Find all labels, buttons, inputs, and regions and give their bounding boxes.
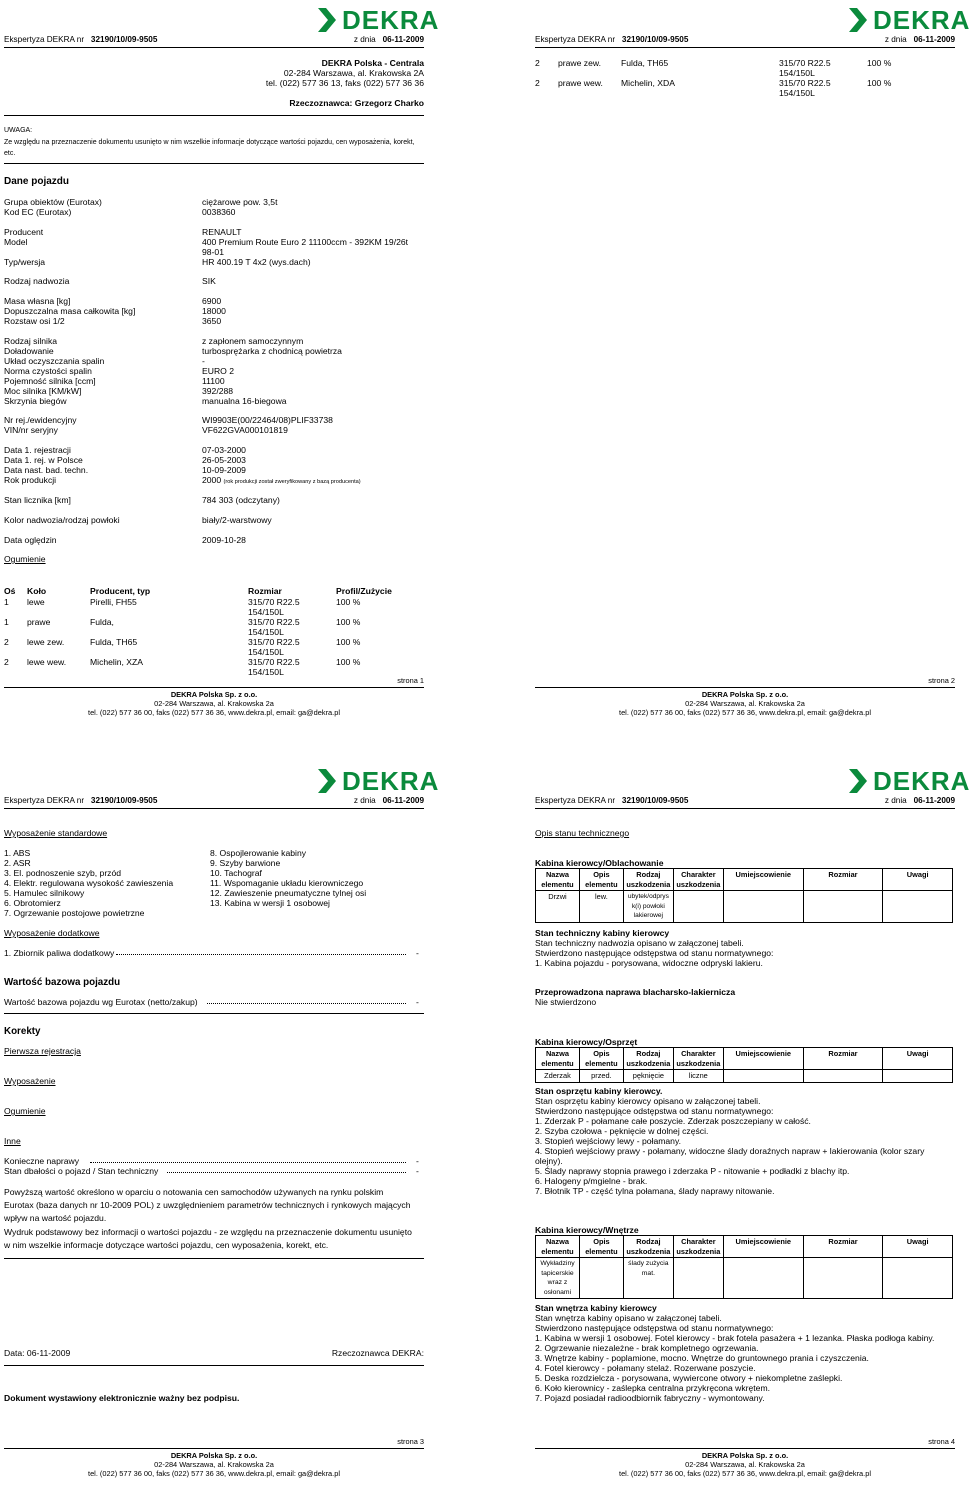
correction-tyres: Ogumienie	[4, 1106, 46, 1116]
document-date: Data: 06-11-2009	[4, 1348, 71, 1358]
expertise-number: 32190/10/09-9505	[621, 35, 689, 44]
extra-equipment-title: Wyposażenie dodatkowe	[4, 928, 100, 938]
date-prefix: z dnia	[884, 35, 907, 44]
table-row: Zderzak przed. pęknięcie liczne	[536, 1070, 953, 1083]
dot-leader	[167, 1166, 406, 1173]
expertise-number: 32190/10/09-9505	[621, 796, 689, 805]
notice-title: UWAGA:	[4, 127, 33, 134]
electronic-note: Dokument wystawiony elektronicznie ważny bez podpisu.	[4, 1393, 240, 1403]
expertise-date: 06-11-2009	[382, 796, 424, 805]
date-prefix: z dnia	[884, 796, 907, 805]
expertise-date: 06-11-2009	[382, 35, 424, 44]
tyre-row: 2 prawe wew. Michelin, XDA 315/70 R22.5 154/150L 100 %	[535, 78, 892, 98]
expertise-date: 06-11-2009	[913, 796, 955, 805]
company-address: 02-284 Warszawa, al. Krakowska 2A	[283, 68, 424, 78]
list-item: 6. Obrotomierz	[4, 898, 61, 908]
date-prefix: z dnia	[353, 35, 376, 44]
base-value-value: -	[416, 997, 419, 1007]
page-number: strona 1	[397, 676, 424, 685]
field-row: Data 1. rej. w Polsce 26-05-2003	[4, 455, 246, 465]
list-item: 4. Elektr. regulowana wysokość zawieszenia	[4, 878, 174, 888]
page-1	[4, 2, 440, 741]
dekra-logo: DEKRA	[316, 767, 439, 795]
field-row: Układ oczyszczania spalin -	[4, 356, 205, 366]
tyre-row: 2 lewe wew. Michelin, XZA 315/70 R22.5 154/150L 100 %	[4, 657, 361, 677]
field-row: VIN/nr seryjny VF622GVA000101819	[4, 425, 288, 435]
field-row: Doładowanie turbosprężarka z chodnicą powietrza	[4, 346, 342, 356]
tyre-row: 2 prawe zew. Fulda, TH65 315/70 R22.5 154/150L 100 %	[535, 58, 892, 78]
tyre-row: 1 lewe Pirelli, FH55 315/70 R22.5 154/150L 100 %	[4, 597, 361, 617]
cab-condition-title: Stan techniczny kabiny kierowcy	[535, 928, 670, 938]
expertise-prefix: Ekspertyza DEKRA nr	[4, 796, 85, 805]
year-note: (rok produkcji został zweryfikowany z bazą producenta)	[223, 479, 361, 485]
equipment-title: Wyposażenie standardowe	[4, 828, 108, 838]
appraiser-name: Rzeczoznawca: Grzegorz Charko	[289, 98, 424, 108]
field-row: Data 1. rejestracji 07-03-2000	[4, 445, 246, 455]
expertise-prefix: Ekspertyza DEKRA nr	[535, 35, 616, 44]
expertise-prefix: Ekspertyza DEKRA nr	[4, 35, 85, 44]
extra-item-value: -	[416, 948, 419, 958]
table-row: Drzwi lew. ubytek/odprys k(i) powłoki lakierowej	[536, 891, 953, 923]
interior-condition-text: Stan wnętrza kabiny opisano w załączonej tabeli. Stwierdzono następujące odstępstwa od stanu normatywnego: 1. Kabina w wersji 1 osobowej. Fotel kierowcy - brak fotela pasażera + 1 lezanka. Płaska podłoga kabiny. 2. Ogrzewanie niezależne - brak kompletnego ogrzewania. 3. Wnętrze kabiny - poplamione, mocno. Wnętrze do gruntownego prania i czyszczenia. 4. Fotel kierowcy - połamany stelaż. Rozerwane poszycie. 5. Deska rozdzielcza - porysowana, wywiercone otwory + niekompletne zaślepki. 6. Koło kierownicy - zaślepka centralna przykręcona wkrętem. 7. Pojazd posiadał radioodbiornik fabryczny - wymontowany.	[535, 1313, 935, 1403]
page-number: strona 2	[928, 676, 955, 685]
page-3	[4, 763, 440, 1502]
field-row: Data nast. bad. techn. 10-09-2009	[4, 465, 246, 475]
field-row: Kod EC (Eurotax) 0038360	[4, 207, 236, 217]
field-row: Rodzaj silnika z zapłonem samoczynnym	[4, 336, 304, 346]
field-row: Kolor nadwozia/rodzaj powłoki biały/2-warstwowy	[4, 515, 272, 525]
field-row: Grupa obiektów (Eurotax) ciężarowe pow. 3,5t	[4, 197, 278, 207]
dot-leader	[207, 997, 406, 1004]
list-item: 8. Ospojlerowanie kabiny	[210, 848, 307, 858]
list-item: 1. ABS	[4, 848, 31, 858]
table-title-cab-interior: Kabina kierowcy/Wnętrze	[535, 1225, 639, 1235]
field-row: 98-01	[202, 247, 224, 257]
page-number: strona 3	[397, 1437, 424, 1446]
tyre-row: 1 prawe Fulda, 315/70 R22.5 154/150L 100 %	[4, 617, 361, 637]
dekra-emblem-icon	[847, 6, 871, 34]
correction-other: Inne	[4, 1136, 21, 1146]
field-row: Typ/wersja HR 400.19 T 4x2 (wys.dach)	[4, 257, 311, 267]
page-number: strona 4	[928, 1437, 955, 1446]
dekra-emblem-icon	[316, 6, 340, 34]
field-row: Stan licznika [km] 784 303 (odczytany)	[4, 495, 280, 505]
condition-title: Opis stanu technicznego	[535, 828, 630, 838]
company-name: DEKRA Polska - Centrala	[321, 58, 424, 68]
base-value-label: Wartość bazowa pojazdu wg Eurotax (netto/zakup)	[4, 997, 198, 1007]
interior-condition-title: Stan wnętrza kabiny kierowcy	[535, 1303, 657, 1313]
corrections-title: Korekty	[4, 1026, 41, 1037]
notice-text-1: Ze względu na przeznaczenie dokumentu usunięto w nim wszelkie informacje dotyczące wartości pojazdu, cen wyposażenia, korekt,	[4, 139, 415, 146]
dekra-logo: DEKRA	[847, 767, 970, 795]
dot-leader	[116, 948, 406, 955]
expertise-date: 06-11-2009	[913, 35, 955, 44]
footer: DEKRA Polska Sp. z o.o. 02-284 Warszawa, al. Krakowska 2a tel. (022) 577 36 00, faks (022) 577 36 36, www.dekra.pl, email: ga@dekra.pl	[88, 1451, 340, 1478]
footer: DEKRA Polska Sp. z o.o. 02-284 Warszawa, al. Krakowska 2a tel. (022) 577 36 00, faks (022) 577 36 36, www.dekra.pl, email: ga@dekra.pl	[619, 690, 871, 717]
extra-item-label: 1. Zbiornik paliwa dodatkowy	[4, 948, 115, 958]
damage-table-cab-body: Nazwa elementu Opis elementu Rodzaj uszkodzenia Charakter uszkodzenia Umiejscowienie Rozmiar Uwagi Drzwi lew. ubytek/odprys k(i) powłoki lakierowej	[535, 868, 953, 923]
damage-table-cab-interior: Nazwa elementu Opis elementu Rodzaj uszkodzenia Charakter uszkodzenia Umiejscowienie Rozmiar Uwagi Wykładziny tapicerskie wraz z osłonami ślady zużycia mat.	[535, 1235, 953, 1299]
page-2	[535, 2, 970, 741]
tyres-title: Ogumienie	[4, 554, 46, 564]
fittings-condition-text: Stan osprzętu kabiny kierowcy opisano w załączonej tabeli. Stwierdzono następujące odstępstwa od stanu normatywnego: 1. Zderzak P - połamane całe poszycie. Zderzak poszczepiany w całość. 2. Szyba czołowa - pęknięcie w dolnej części. 3. Stopień wejściowy lewy - połamany. 4. Stopień wejściowy prawy - połamany, widoczne ślady doraźnych napraw + lakierowania (kolor szary olejny). 5. Ślady naprawy stopnia prawego i zderzaka P - nitowanie + podładki z blachy itp. 6. Halogeny p/mgielne - brak. 7. Błotnik TP - część tylna połamana, ślady naprawy nitowanie.	[535, 1096, 925, 1196]
section-title-vehicle: Dane pojazdu	[4, 176, 70, 187]
correction-repairs-label: Konieczne naprawy	[4, 1156, 80, 1166]
dekra-emblem-icon	[847, 767, 871, 795]
correction-first-registration: Pierwsza rejestracja	[4, 1046, 81, 1056]
list-item: 5. Hamulec silnikowy	[4, 888, 85, 898]
expertise-prefix: Ekspertyza DEKRA nr	[535, 796, 616, 805]
correction-condition-label: Stan dbałości o pojazd / Stan techniczny	[4, 1166, 159, 1176]
repair-text: Nie stwierdzono	[535, 997, 597, 1007]
field-row: Dopuszczalna masa całkowita [kg] 18000	[4, 306, 226, 316]
field-row: Rok produkcji 2000 (rok produkcji został zweryfikowany z bazą producenta)	[4, 475, 361, 485]
list-item: 3. El. podnoszenie szyb, przód	[4, 868, 122, 878]
notice-text-2: etc.	[4, 150, 16, 157]
list-item: 9. Szyby barwione	[210, 858, 281, 868]
fittings-condition-title: Stan osprzętu kabiny kierowcy.	[535, 1086, 663, 1096]
field-row: Data oględzin 2009-10-28	[4, 535, 246, 545]
field-row: Nr rej./ewidencyjny WI9903E(00/22464/08)PLIF33738	[4, 415, 333, 425]
expertise-number: 32190/10/09-9505	[90, 35, 158, 44]
page-4	[535, 763, 970, 1502]
field-row: Rodzaj nadwozia SIK	[4, 276, 216, 286]
damage-table-cab-fittings: Nazwa elementu Opis elementu Rodzaj uszkodzenia Charakter uszkodzenia Umiejscowienie Rozmiar Uwagi Zderzak przed. pęknięcie liczne	[535, 1047, 953, 1083]
correction-condition-value: -	[416, 1166, 419, 1176]
table-title-cab-body: Kabina kierowcy/Oblachowanie	[535, 858, 664, 868]
field-row: Norma czystości spalin EURO 2	[4, 366, 234, 376]
footer: DEKRA Polska Sp. z o.o. 02-284 Warszawa, al. Krakowska 2a tel. (022) 577 36 00, faks (022) 577 36 36, www.dekra.pl, email: ga@dekra.pl	[88, 690, 340, 717]
list-item: 11. Wspomaganie układu kierowniczego	[210, 878, 364, 888]
table-row: Wykładziny tapicerskie wraz z osłonami ślady zużycia mat.	[536, 1258, 953, 1299]
dot-leader	[90, 1156, 406, 1163]
field-row: Moc silnika [KM/kW] 392/288	[4, 386, 234, 396]
field-row: Rozstaw osi 1/2 3650	[4, 316, 222, 326]
company-phone: tel. (022) 577 36 13, faks (022) 577 36 36	[265, 78, 424, 88]
repair-title: Przeprowadzona naprawa blacharsko-lakiernicza	[535, 987, 736, 997]
dekra-logo: DEKRA	[316, 6, 439, 34]
table-title-cab-fittings: Kabina kierowcy/Osprzęt	[535, 1037, 638, 1047]
cab-condition-text: Stan techniczny nadwozia opisano w załączonej tabeli. Stwierdzono następujące odstępstwa od stanu normatywnego: 1. Kabina pojazdu - porysowana, widoczne odpryski lakieru.	[535, 938, 774, 968]
expertise-number: 32190/10/09-9505	[90, 796, 158, 805]
field-row: Model 400 Premium Route Euro 2 11100ccm - 392KM 19/26t	[4, 237, 409, 247]
correction-equipment: Wyposażenie	[4, 1076, 56, 1086]
field-row: Masa własna [kg] 6900	[4, 296, 222, 306]
valuation-paragraph: Powyższą wartość określono w oparciu o notowania cen samochodów używanych na rynku polskim Eurotax (baza danych nr 10-2009 POL) z uwzględnieniem parametrów technicznych i rynkowych mających wpływ na wartość pojazdu.	[4, 1187, 411, 1223]
base-value-title: Wartość bazowa pojazdu	[4, 977, 121, 988]
dekra-emblem-icon	[316, 767, 340, 795]
list-item: 12. Zawieszenie pneumatyczne tylnej osi	[210, 888, 367, 898]
signature-label: Rzeczoznawca DEKRA:	[331, 1348, 424, 1358]
footer: DEKRA Polska Sp. z o.o. 02-284 Warszawa, al. Krakowska 2a tel. (022) 577 36 00, faks (022) 577 36 36, www.dekra.pl, email: ga@dekra.pl	[619, 1451, 871, 1478]
date-prefix: z dnia	[353, 796, 376, 805]
list-item: 2. ASR	[4, 858, 31, 868]
field-row: Skrzynia biegów manualna 16-biegowa	[4, 396, 287, 406]
correction-repairs-value: -	[416, 1156, 419, 1166]
dekra-logo: DEKRA	[847, 6, 970, 34]
list-item: 10. Tachograf	[210, 868, 262, 878]
tyres-header: Oś Koło Producent, typ Rozmiar Profil/Zużycie	[4, 586, 392, 596]
tyre-row: 2 lewe zew. Fulda, TH65 315/70 R22.5 154/150L 100 %	[4, 637, 361, 657]
list-item: 13. Kabina w wersji 1 osobowej	[210, 898, 330, 908]
printout-paragraph: Wydruk podstawowy bez informacji o wartości pojazdu - ze względu na przeznaczenie dokumentu usunięto w nim wszelkie informacje dotyczące wartości pojazdu, cen wyposażenia, korekt, etc.	[4, 1227, 412, 1250]
field-row: Pojemność silnika [ccm] 11100	[4, 376, 225, 386]
list-item: 7. Ogrzewanie postojowe powietrzne	[4, 908, 145, 918]
field-row: Producent RENAULT	[4, 227, 242, 237]
